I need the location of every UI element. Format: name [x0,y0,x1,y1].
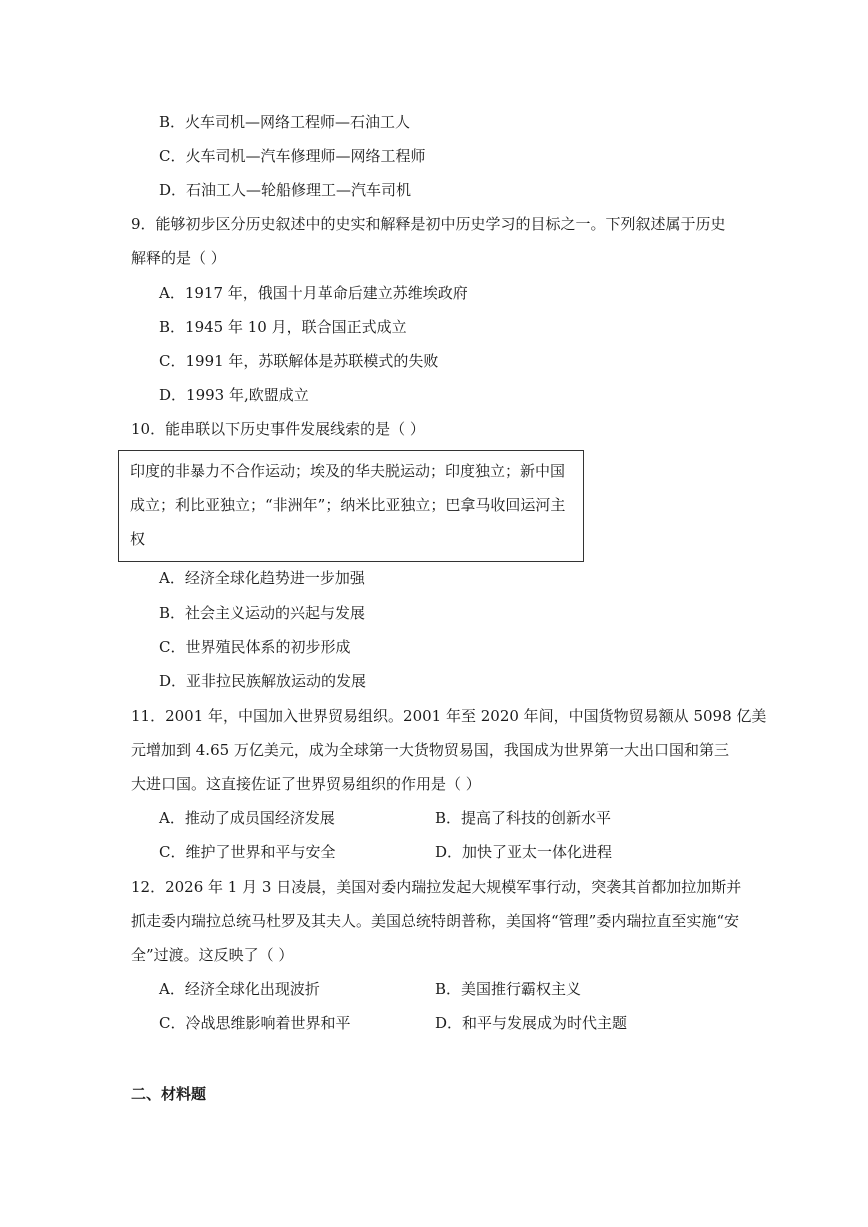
q10-option-d: D．亚非拉民族解放运动的发展 [159,672,367,690]
q8-option-d: D．石油工人—轮船修理工—汽车司机 [159,181,412,199]
q9-stem-line-1: 9．能够初步区分历史叙述中的史实和解释是初中历史学习的目标之一。下列叙述属于历史 [131,215,726,233]
q8-option-b: B．火车司机—网络工程师—石油工人 [159,113,411,131]
q11-stem-line-3: 大进口国。这直接佐证了世界贸易组织的作用是（ ） [131,775,481,793]
q9-option-c: C．1991 年，苏联解体是苏联模式的失败 [159,352,439,370]
q10-material-box [118,450,584,562]
q10-material-line-2: 成立；利比亚独立；“非洲年”；纳米比亚独立；巴拿马收回运河主 [130,496,566,514]
q12-option-d: D．和平与发展成为时代主题 [435,1014,628,1032]
q10-option-b: B．社会主义运动的兴起与发展 [159,604,366,622]
q9-option-b: B．1945 年 10 月，联合国正式成立 [159,318,407,336]
q11-stem-line-2: 元增加到 4.65 万亿美元，成为全球第一大货物贸易国，我国成为世界第一大出口国和第三 [131,741,729,759]
q12-option-c: C．冷战思维影响着世界和平 [159,1014,351,1032]
q10-option-a: A．经济全球化趋势进一步加强 [159,569,365,587]
section-title: 二、材料题 [131,1085,207,1103]
q12-stem-line-1: 12．2026 年 1 月 3 日凌晨，美国对委内瑞拉发起大规模军事行动，突袭其首都加拉加斯并 [131,878,742,896]
q11-stem-line-1: 11．2001 年，中国加入世界贸易组织。2001 年至 2020 年间，中国货物贸易额从 5098 亿美 [131,707,767,725]
q8-option-c: C．火车司机—汽车修理师—网络工程师 [159,147,426,165]
q11-option-a: A．推动了成员国经济发展 [159,809,335,827]
q11-option-c: C．维护了世界和平与安全 [159,843,336,861]
q12-option-b: B．美国推行霸权主义 [435,980,582,998]
q10-material-line-3: 权 [130,530,146,548]
q10-option-c: C．世界殖民体系的初步形成 [159,638,351,656]
q10-stem: 10．能串联以下历史事件发展线索的是（ ） [131,420,425,438]
q9-option-d: D．1993 年,欧盟成立 [159,386,309,404]
q11-option-d: D．加快了亚太一体化进程 [435,843,613,861]
q9-stem-line-2: 解释的是（ ） [131,249,226,267]
q11-option-b: B．提高了科技的创新水平 [435,809,612,827]
q12-option-a: A．经济全球化出现波折 [159,980,320,998]
q9-option-a: A．1917 年，俄国十月革命后建立苏维埃政府 [159,284,468,302]
q12-stem-line-2: 抓走委内瑞拉总统马杜罗及其夫人。美国总统特朗普称，美国将“管理”委内瑞拉直至实施“安 [131,912,740,930]
q10-material-line-1: 印度的非暴力不合作运动；埃及的华夫脱运动；印度独立；新中国 [130,462,566,480]
q12-stem-line-3: 全”过渡。这反映了（ ） [131,946,294,964]
